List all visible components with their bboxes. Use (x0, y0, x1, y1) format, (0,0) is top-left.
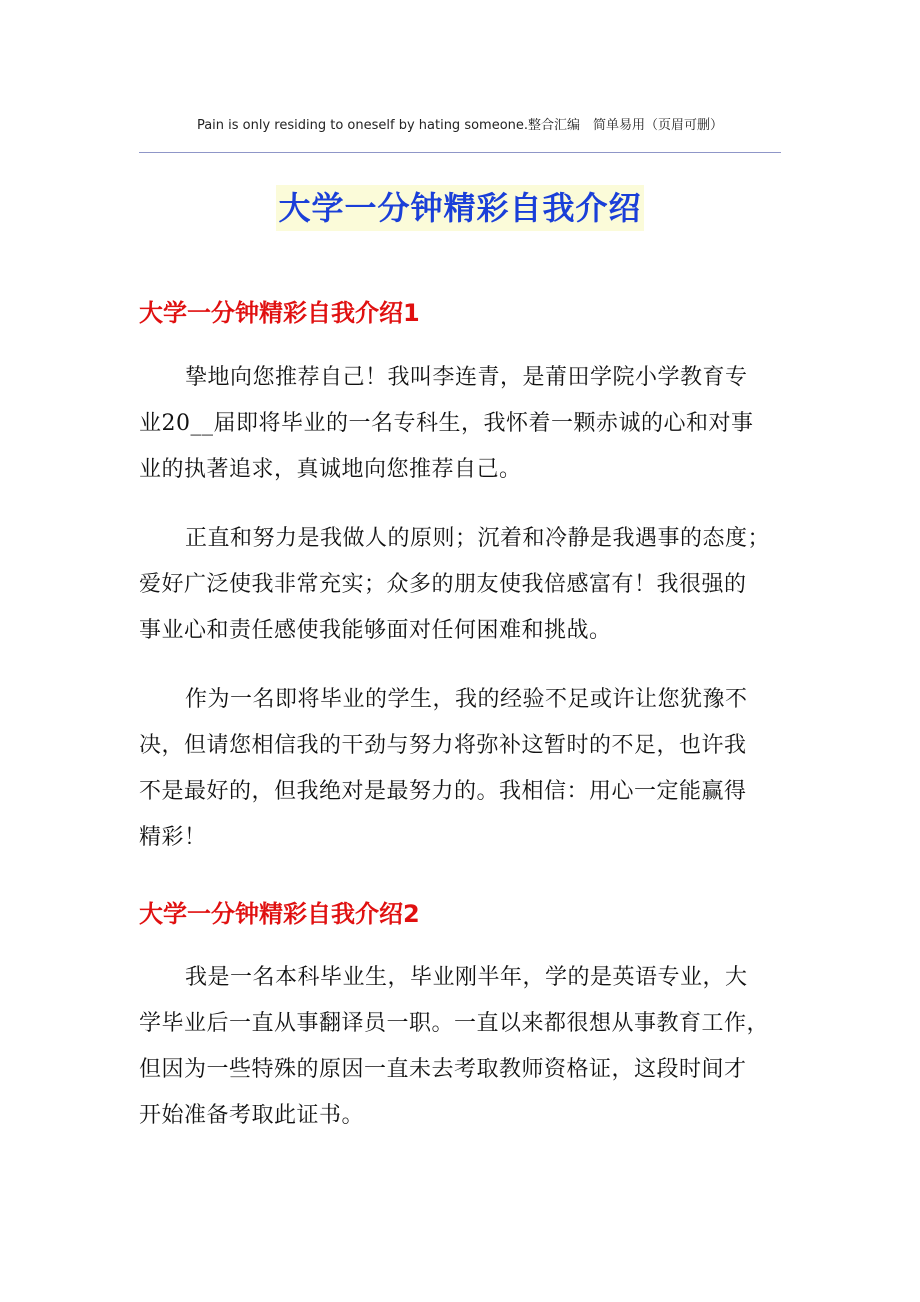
document-title: 大学一分钟精彩自我介绍 (276, 185, 643, 231)
paragraph-line: 爱好广泛使我非常充实；众多的朋友使我倍感富有！我很强的 (139, 572, 747, 597)
paragraph-line: 学毕业后一直从事翻译员一职。一直以来都很想从事教育工作， (139, 1011, 770, 1036)
section-2-paragraph-1 (139, 955, 781, 1139)
paragraph-line: 决，但请您相信我的干劲与努力将弥补这暂时的不足，也许我 (139, 733, 747, 758)
section-heading-2: 大学一分钟精彩自我介绍2 (139, 900, 420, 928)
paragraph-line: 事业心和责任感使我能够面对任何困难和挑战。 (139, 618, 612, 643)
section-1-paragraph-2 (139, 516, 781, 654)
paragraph-line: 精彩！ (139, 825, 207, 850)
paragraph-line: 挚地向您推荐自己！我叫李连青，是莆田学院小学教育专 (185, 365, 748, 390)
paragraph-line: 但因为一些特殊的原因一直未去考取教师资格证，这段时间才 (139, 1057, 747, 1082)
paragraph-line: 不是最好的，但我绝对是最努力的。我相信：用心一定能赢得 (139, 779, 747, 804)
section-1-paragraph-3 (139, 677, 781, 861)
paragraph-line: 业的执著追求，真诚地向您推荐自己。 (139, 457, 522, 482)
title-container (0, 185, 920, 231)
paragraph-line: 开始准备考取此证书。 (139, 1103, 365, 1128)
paragraph-line: 我是一名本科毕业生，毕业刚半年，学的是英语专业，大 (185, 965, 748, 990)
paragraph-line: 正直和努力是我做人的原则；沉着和冷静是我遇事的态度； (185, 526, 771, 551)
section-1-paragraph-1 (139, 355, 781, 493)
page-header-note: Pain is only residing to oneself by hating someone.整合汇编 简单易用（页眉可删） (196, 118, 724, 133)
section-heading-1: 大学一分钟精彩自我介绍1 (139, 299, 420, 327)
header-divider (139, 152, 781, 153)
paragraph-line: 作为一名即将毕业的学生，我的经验不足或许让您犹豫不 (185, 687, 748, 712)
paragraph-line: 业20__届即将毕业的一名专科生，我怀着一颗赤诚的心和对事 (139, 411, 754, 436)
